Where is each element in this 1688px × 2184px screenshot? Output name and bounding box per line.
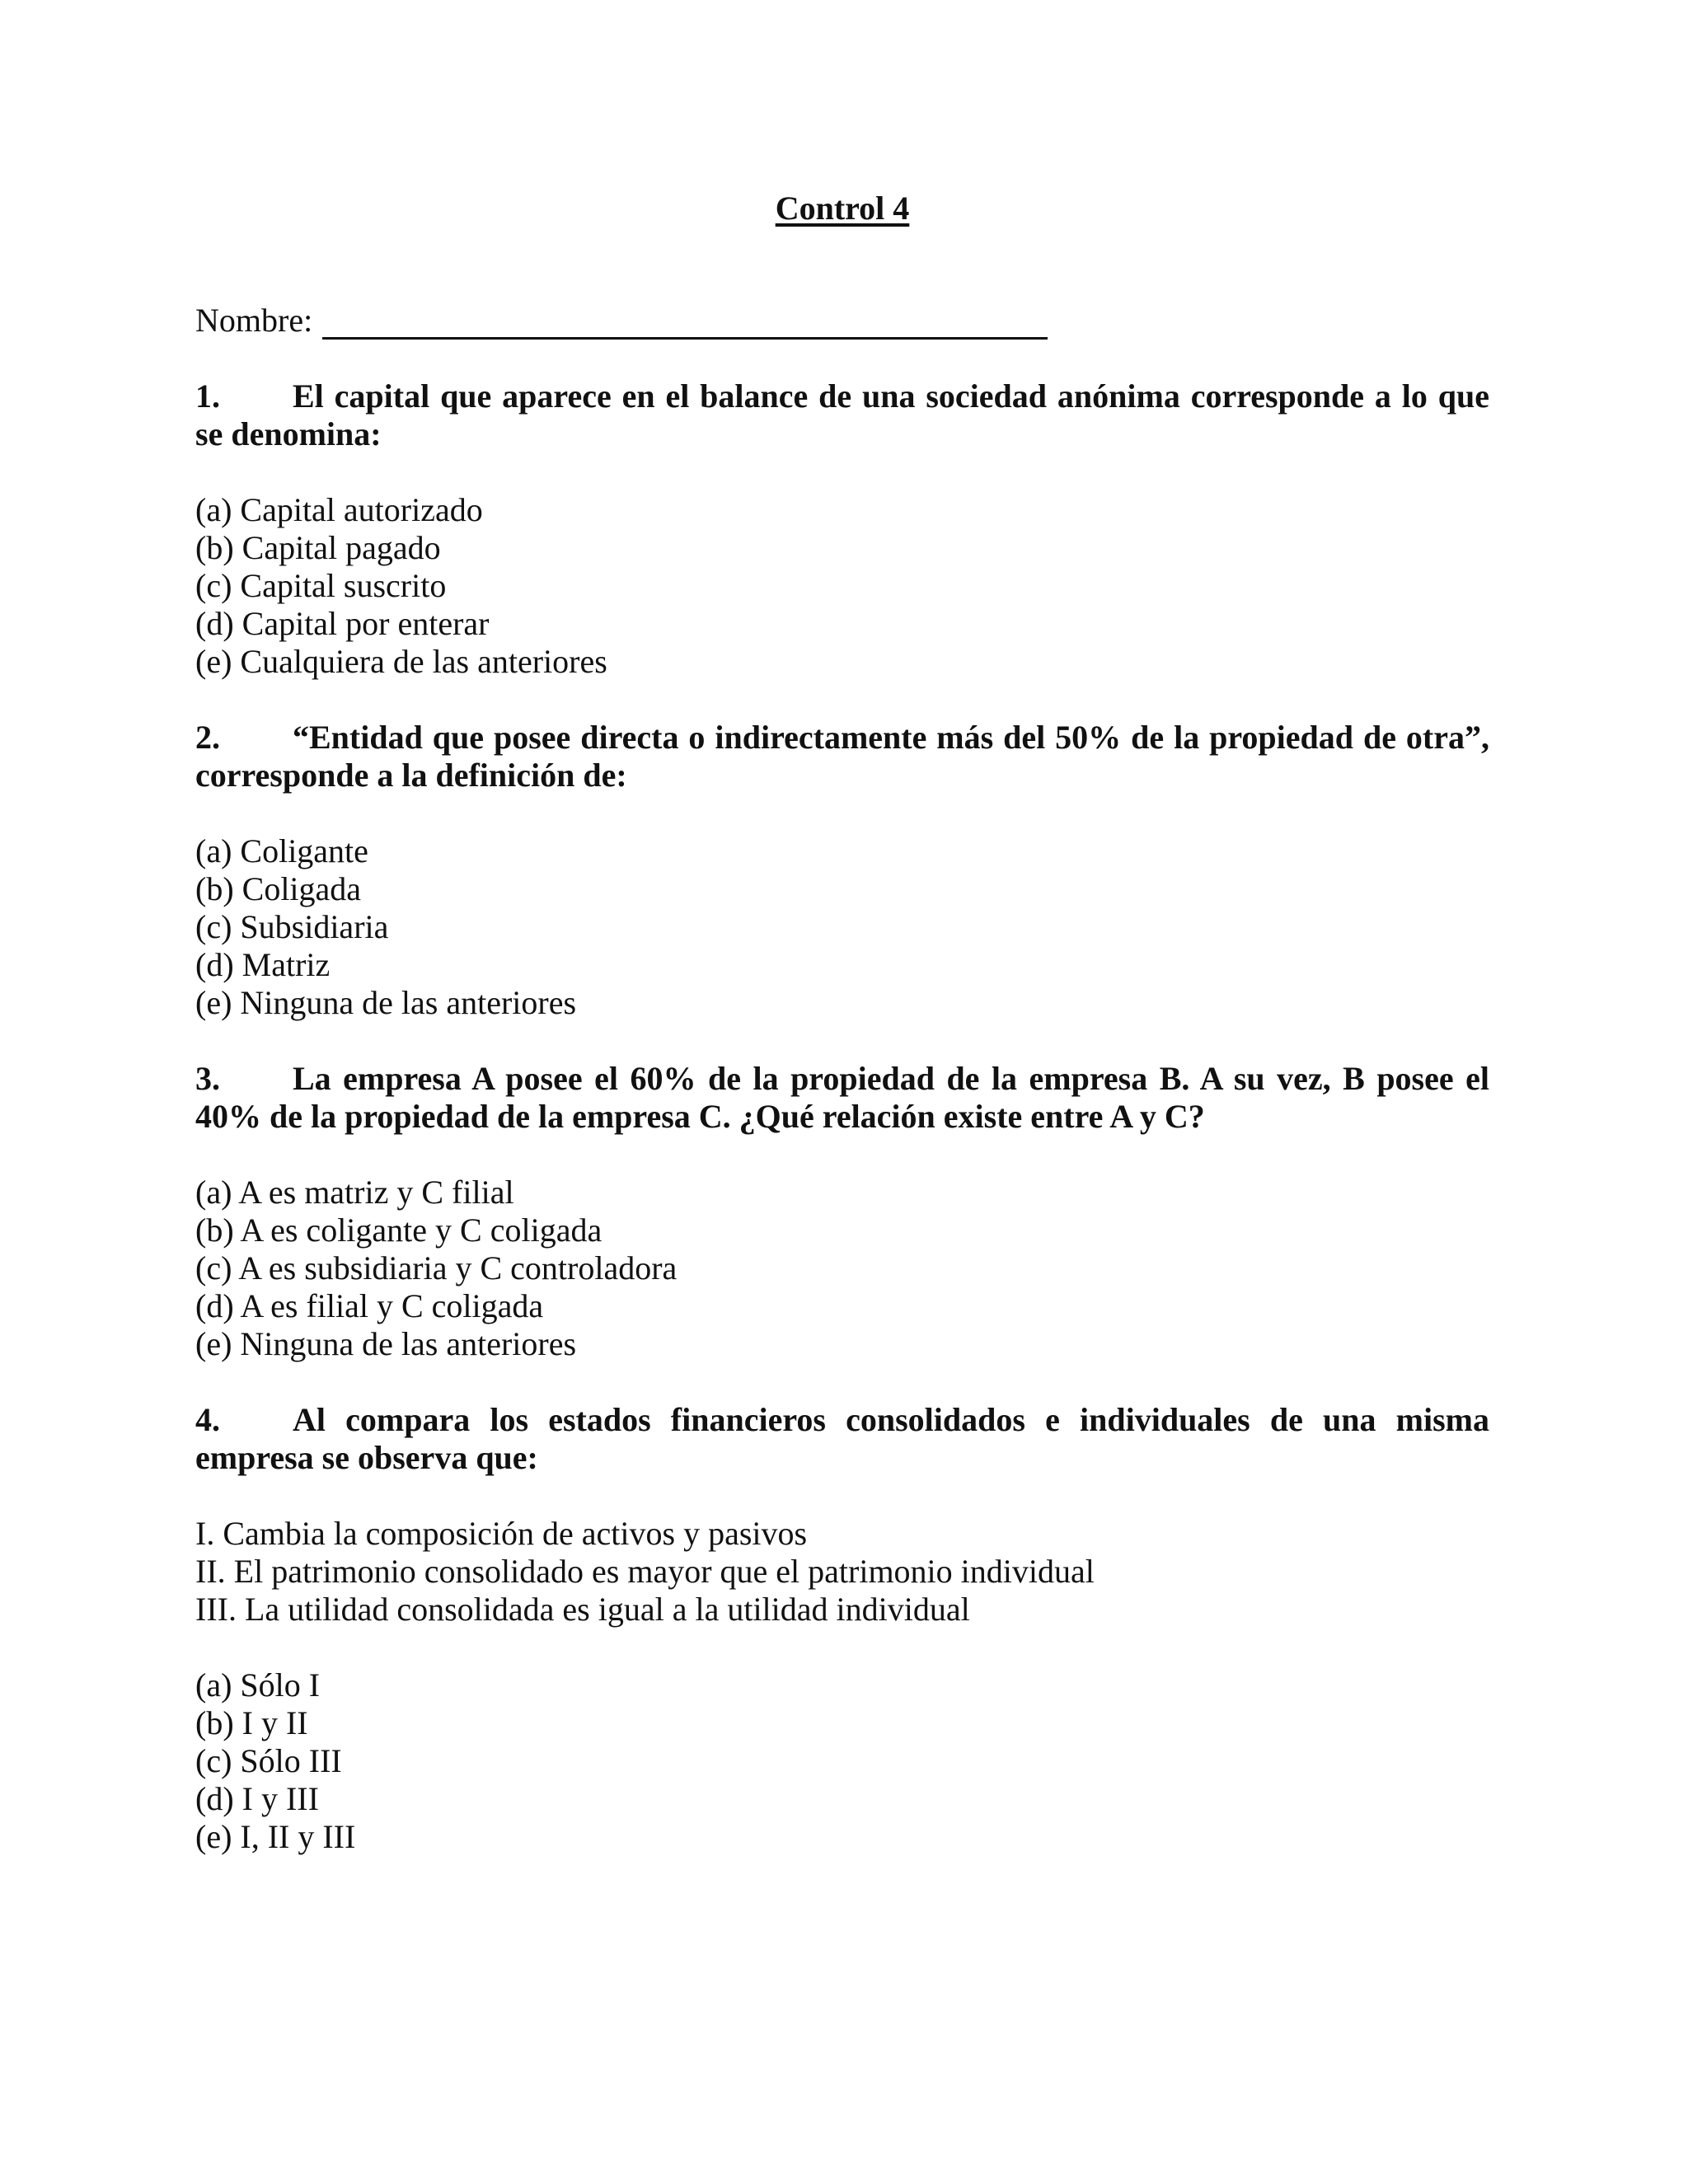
option-e[interactable]: (e) I, II y III xyxy=(195,1818,356,1855)
option-b[interactable]: (b) I y II xyxy=(195,1704,308,1741)
option-e[interactable]: (e) Ninguna de las anteriores xyxy=(195,1325,577,1362)
question-3 xyxy=(195,1060,1489,1136)
question-1 xyxy=(195,377,1489,453)
question-number: 4. xyxy=(195,1401,220,1438)
page-title: Control 4 xyxy=(775,190,910,227)
option-a[interactable]: (a) Coligante xyxy=(195,832,368,869)
name-label: Nombre: xyxy=(195,302,313,339)
option-a[interactable]: (a) Capital autorizado xyxy=(195,491,483,528)
option-d[interactable]: (d) Matriz xyxy=(195,946,331,983)
option-a[interactable]: (a) Sólo I xyxy=(195,1666,321,1704)
option-c[interactable]: (c) Sólo III xyxy=(195,1742,342,1779)
question-2 xyxy=(195,719,1489,794)
statement-iii: III. La utilidad consolidada es igual a la utilidad individual xyxy=(195,1591,970,1628)
option-b[interactable]: (b) Coligada xyxy=(195,870,362,907)
document-content xyxy=(195,190,1489,1856)
name-field[interactable] xyxy=(322,307,1048,340)
option-c[interactable]: (c) A es subsidiaria y C controladora xyxy=(195,1249,678,1286)
options-q2 xyxy=(195,832,1489,1022)
options-q4 xyxy=(195,1666,1489,1856)
option-c[interactable]: (c) Subsidiaria xyxy=(195,908,389,945)
question-text: La empresa A posee el 60% de la propiedad de la empresa B. A su vez, B posee el 40% de la propiedad de la empresa C. ¿Qué relación existe entre A y C? xyxy=(195,1060,1489,1135)
question-4 xyxy=(195,1401,1489,1477)
statement-ii: II. El patrimonio consolidado es mayor que el patrimonio individual xyxy=(195,1553,1095,1590)
statement-i: I. Cambia la composición de activos y pasivos xyxy=(195,1515,808,1552)
question-text: “Entidad que posee directa o indirectamente más del 50% de la propiedad de otra”, corresponde a la definición de: xyxy=(195,719,1489,794)
option-b[interactable]: (b) Capital pagado xyxy=(195,529,441,566)
option-e[interactable]: (e) Ninguna de las anteriores xyxy=(195,984,577,1021)
question-number: 3. xyxy=(195,1060,220,1097)
question-text: El capital que aparece en el balance de una sociedad anónima corresponde a lo que se denomina: xyxy=(195,377,1489,452)
option-e[interactable]: (e) Cualquiera de las anteriores xyxy=(195,643,607,680)
option-b[interactable]: (b) A es coligante y C coligada xyxy=(195,1212,603,1249)
question-number: 1. xyxy=(195,377,220,415)
option-c[interactable]: (c) Capital suscrito xyxy=(195,567,447,604)
statements-q4 xyxy=(195,1515,1489,1629)
options-q1 xyxy=(195,491,1489,681)
option-d[interactable]: (d) A es filial y C coligada xyxy=(195,1287,544,1324)
question-number: 2. xyxy=(195,719,220,756)
options-q3 xyxy=(195,1174,1489,1363)
option-d[interactable]: (d) I y III xyxy=(195,1780,319,1817)
option-d[interactable]: (d) Capital por enterar xyxy=(195,605,490,642)
name-row xyxy=(195,302,1489,340)
option-a[interactable]: (a) A es matriz y C filial xyxy=(195,1174,514,1211)
question-text: Al compara los estados financieros consolidados e individuales de una misma empresa se observa que: xyxy=(195,1401,1489,1476)
